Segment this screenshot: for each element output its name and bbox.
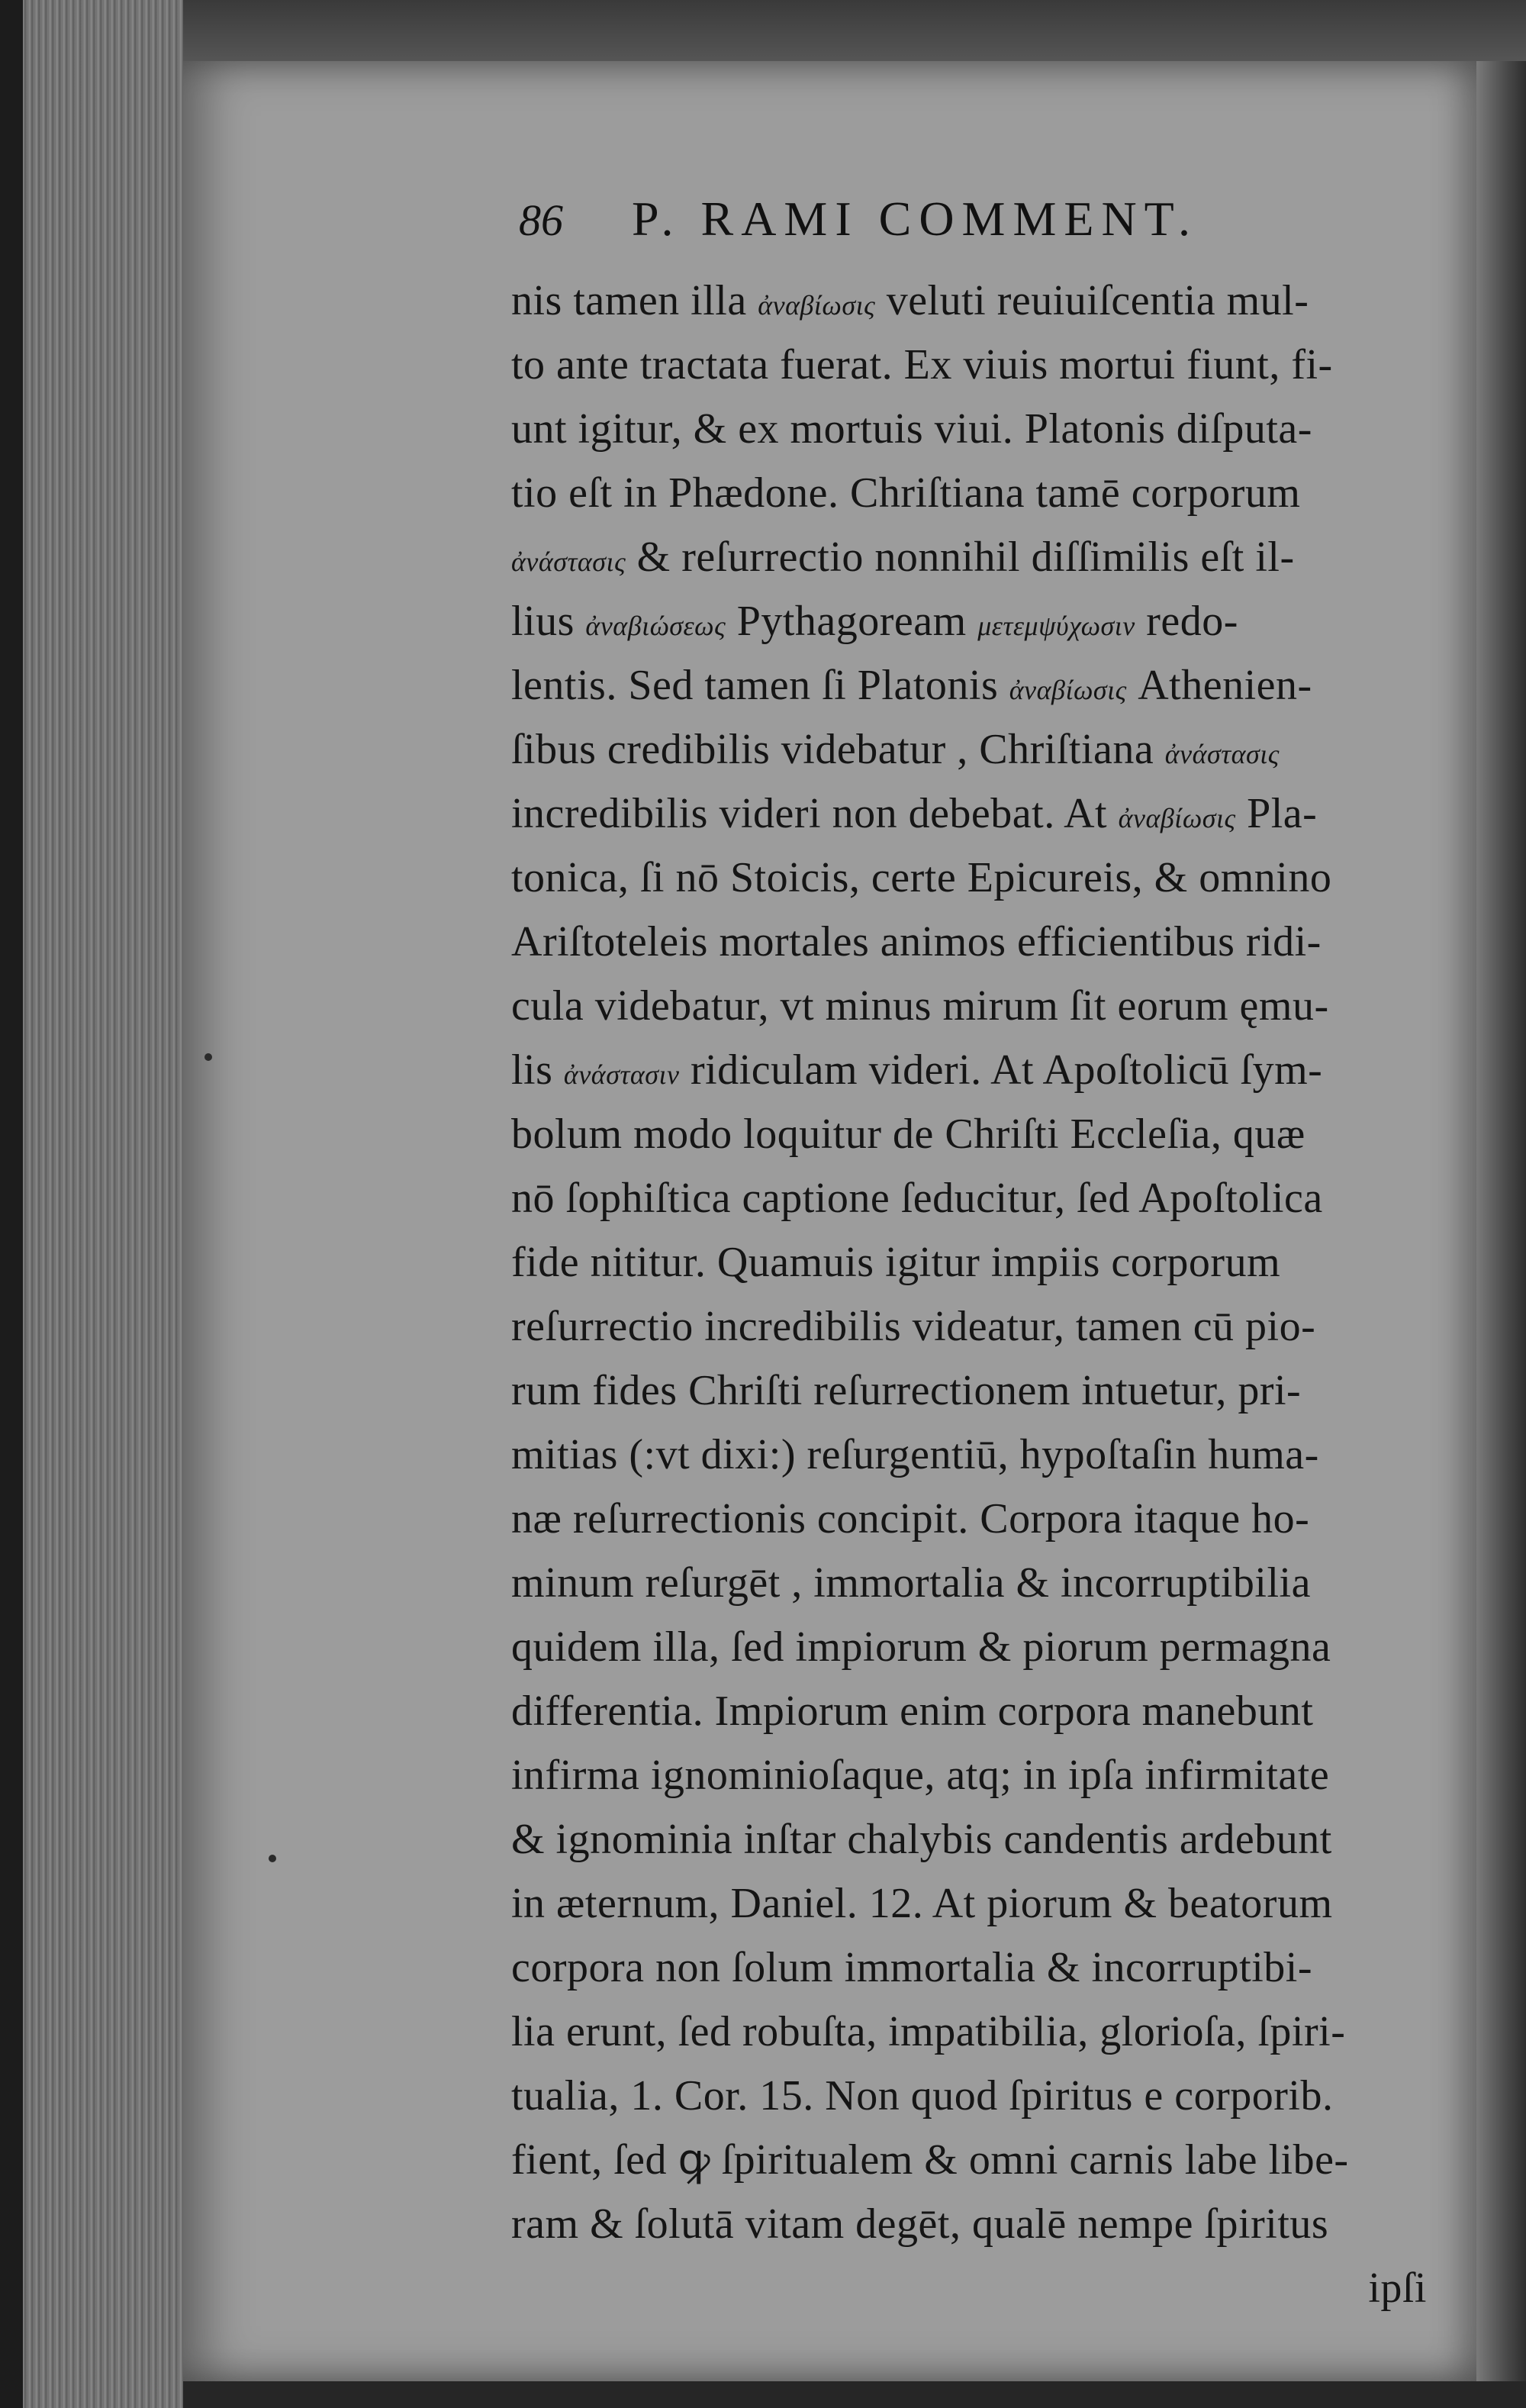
- text-segment: nis tamen illa: [511, 277, 758, 324]
- text-segment: lentis. Sed tamen ſi Platonis: [511, 662, 1009, 709]
- text-segment: fide nititur. Quamuis igitur impiis corporum: [511, 1239, 1281, 1286]
- text-segment: ram & ſolutā vitam degēt, qualē nempe ſpiritus: [511, 2200, 1329, 2248]
- book-page-edges: [0, 0, 183, 2408]
- text-line: [511, 910, 1427, 974]
- text-segment: minum reſurgēt , immortalia & incorruptibilia: [511, 1559, 1311, 1607]
- text-line: [511, 397, 1427, 461]
- text-segment: tio eſt in Phædone. Chriſtiana tamē corporum: [511, 469, 1301, 517]
- text-segment: reſurrectio incredibilis videatur, tamen cū pio-: [511, 1303, 1316, 1350]
- text-line: [511, 1551, 1427, 1615]
- text-line: [511, 2128, 1427, 2192]
- greek-word: ἀναβίωσις: [758, 290, 876, 321]
- text-segment: quidem illa, ſed impiorum & piorum permagna: [511, 1623, 1331, 1671]
- text-segment: tualia, 1. Cor. 15. Non quod ſpiritus e corporib.: [511, 2072, 1334, 2119]
- text-line: [511, 653, 1427, 717]
- text-segment: Athenien-: [1126, 662, 1312, 709]
- text-line: [511, 525, 1427, 589]
- text-line: [511, 269, 1427, 333]
- margin-ink-spot: [269, 1855, 276, 1862]
- page-header: [519, 191, 1328, 247]
- text-line: [511, 846, 1427, 910]
- text-segment: & ignominia inſtar chalybis candentis ardebunt: [511, 1816, 1332, 1863]
- text-line: [511, 333, 1427, 397]
- text-segment: ridiculam videri. At Apoſtolicū ſym-: [679, 1046, 1323, 1094]
- text-segment: tonica, ſi nō Stoicis, certe Epicureis, & omnino: [511, 854, 1332, 901]
- text-line: [511, 782, 1427, 846]
- running-head: P. RAMI COMMENT.: [632, 192, 1198, 246]
- greek-word: ἀναβίωσις: [1009, 675, 1127, 705]
- greek-word: μετεμψύχωσιν: [977, 611, 1135, 641]
- text-segment: incredibilis videri non debebat. At: [511, 790, 1119, 837]
- text-segment: corpora non ſolum immortalia & incorruptibi-: [511, 1944, 1312, 1991]
- text-line: [511, 1807, 1427, 1871]
- greek-word: ἀναβιώσεως: [585, 611, 726, 641]
- text-segment: bolum modo loquitur de Chriſti Eccleſia, quæ: [511, 1111, 1305, 1158]
- text-segment: fient, ſed ꝙ ſpiritualem & omni carnis labe libe-: [511, 2136, 1349, 2184]
- text-segment: lis: [511, 1046, 564, 1094]
- text-segment: lia erunt, ſed robuſta, impatibilia, glorioſa, ſpiri-: [511, 2008, 1346, 2055]
- text-line: [511, 717, 1427, 782]
- text-segment: unt igitur, & ex mortuis viui. Platonis diſputa-: [511, 405, 1312, 453]
- text-line: [511, 1679, 1427, 1743]
- greek-word: ἀναβίωσις: [1118, 803, 1236, 833]
- book-top-background: [0, 0, 1526, 61]
- text-line: [511, 1871, 1427, 1936]
- text-line: [511, 1743, 1427, 1807]
- text-segment: redo-: [1135, 598, 1238, 645]
- text-line: [511, 974, 1427, 1038]
- text-segment: rum fides Chriſti reſurrectionem intuetur, pri-: [511, 1367, 1302, 1414]
- page-number: 86: [519, 195, 563, 245]
- book-cover-edge: [0, 0, 23, 2408]
- text-line: [511, 1615, 1427, 1679]
- text-segment: nō ſophiſtica captione ſeducitur, ſed Apoſtolica: [511, 1175, 1323, 1222]
- text-segment: lius: [511, 598, 586, 645]
- text-segment: in æternum, Daniel. 12. At piorum & beatorum: [511, 1880, 1333, 1927]
- text-line: [511, 2064, 1427, 2128]
- greek-word: ἀνάστασιν: [563, 1059, 680, 1090]
- text-line: [511, 1294, 1427, 1359]
- greek-word: ἀνάστασις: [511, 546, 626, 577]
- text-segment: to ante tractata fuerat. Ex viuis mortui fiunt, fi-: [511, 341, 1333, 388]
- text-line: [511, 589, 1427, 653]
- text-line: [511, 1038, 1427, 1102]
- text-line: [511, 461, 1427, 525]
- text-segment: Pythagoream: [726, 598, 978, 645]
- text-segment: infirma ignominioſaque, atq; in ipſa infirmitate: [511, 1752, 1330, 1799]
- page-gutter-shadow: [1476, 61, 1526, 2381]
- text-segment: cula videbatur, vt minus mirum ſit eorum ęmu-: [511, 982, 1329, 1030]
- text-segment: differentia. Impiorum enim corpora manebunt: [511, 1688, 1314, 1735]
- text-line: [511, 1487, 1427, 1551]
- body-text: [511, 269, 1427, 2320]
- text-line: [511, 1359, 1427, 1423]
- greek-word: ἀνάστασις: [1164, 739, 1280, 769]
- text-line: [511, 1423, 1427, 1487]
- text-line: [511, 2256, 1427, 2320]
- text-segment: Pla-: [1235, 790, 1318, 837]
- text-line: [511, 1936, 1427, 2000]
- text-line: [511, 2192, 1427, 2256]
- text-segment: mitias (:vt dixi:) reſurgentiū, hypoſtaſin huma-: [511, 1431, 1319, 1478]
- text-segment: veluti reuiuiſcentia mul-: [875, 277, 1309, 324]
- text-segment: & reſurrectio nonnihil diſſimilis eſt il-: [626, 533, 1295, 581]
- text-line: [511, 2000, 1427, 2064]
- text-segment: Ariſtoteleis mortales animos efficientibus ridi-: [511, 918, 1322, 965]
- margin-ink-spot: [204, 1053, 212, 1061]
- text-line: [511, 1230, 1427, 1294]
- text-line: [511, 1102, 1427, 1166]
- text-line: [511, 1166, 1427, 1230]
- text-segment: ſibus credibilis videbatur , Chriſtiana: [511, 726, 1165, 773]
- text-segment: næ reſurrectionis concipit. Corpora itaque ho-: [511, 1495, 1310, 1542]
- text-segment: ipſi: [1368, 2265, 1427, 2312]
